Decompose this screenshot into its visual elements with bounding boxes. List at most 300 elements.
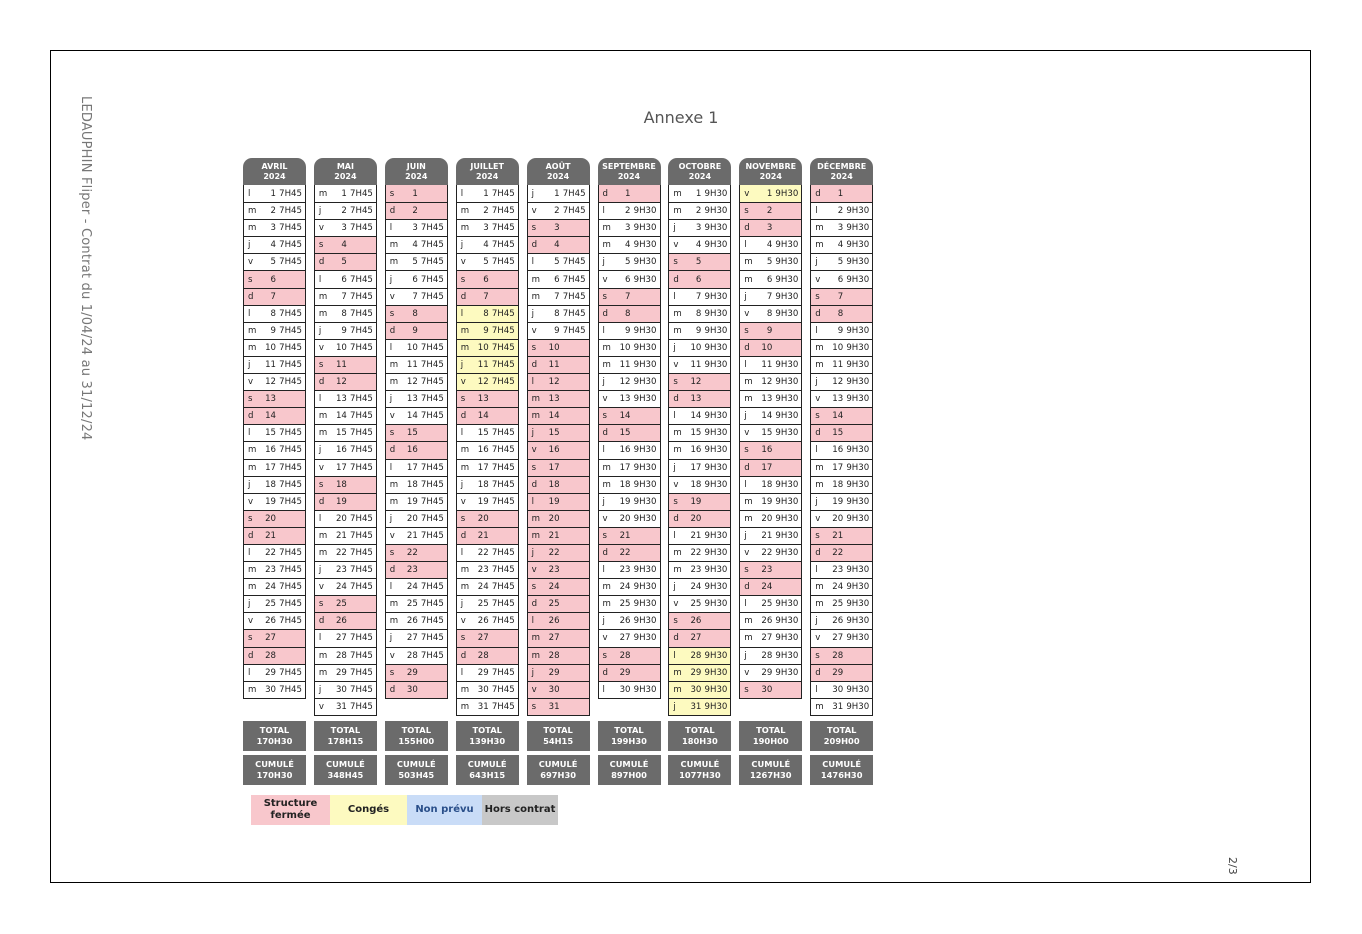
day-number: 31 (548, 701, 560, 712)
day-row (457, 441, 518, 458)
day-number: 6 (625, 274, 631, 285)
day-number: 3 (695, 223, 702, 234)
day-number: 17 (761, 462, 773, 473)
day-hours: 9H30 (846, 633, 870, 644)
month-total (739, 721, 802, 751)
weekday: j (531, 188, 534, 199)
day-number: 14 (832, 411, 844, 422)
day-row (669, 270, 730, 287)
weekday: m (673, 206, 682, 217)
weekday: d (389, 565, 396, 576)
weekday: s (248, 633, 253, 644)
day-number: 5 (554, 257, 560, 268)
month-cumul (456, 755, 519, 785)
day-row (244, 647, 305, 664)
day-hours: 7H45 (279, 308, 302, 319)
day-number: 14 (690, 411, 702, 422)
day-number: 4 (554, 240, 560, 251)
day-hours: 7H45 (279, 445, 302, 456)
weekday: m (460, 325, 470, 336)
weekday: m (248, 223, 257, 234)
day-row (811, 561, 872, 578)
weekday: m (318, 428, 328, 439)
day-number: 18 (832, 479, 844, 490)
weekday: d (460, 291, 467, 302)
day-number: 8 (625, 308, 631, 319)
month-header (810, 158, 873, 185)
weekday: l (531, 496, 534, 507)
day-number: 3 (837, 223, 844, 234)
total-label: TOTAL (614, 725, 644, 735)
day-hours: 7H45 (491, 548, 515, 559)
weekday: v (673, 479, 679, 490)
day-hours: 7H45 (420, 599, 444, 610)
day-number: 12 (477, 377, 489, 388)
day-row (315, 476, 376, 493)
day-row (244, 424, 305, 441)
weekday: s (531, 701, 537, 712)
day-hours: 7H45 (279, 325, 302, 336)
weekday: d (815, 667, 821, 678)
total-value: 190H00 (752, 736, 789, 746)
weekday: v (531, 325, 537, 336)
weekday: s (815, 411, 820, 422)
day-row (740, 288, 801, 305)
day-row (811, 681, 872, 698)
day-hours: 7H45 (279, 188, 302, 199)
day-row (315, 681, 376, 698)
day-row (811, 407, 872, 424)
day-number: 12 (832, 377, 844, 388)
day-row (528, 424, 589, 441)
day-hours: 7H45 (279, 377, 302, 388)
weekday: v (744, 428, 750, 439)
day-number: 5 (766, 257, 773, 268)
day-row (740, 612, 801, 629)
weekday: d (248, 411, 254, 422)
day-hours: 9H30 (846, 479, 870, 490)
day-hours: 7H45 (279, 359, 302, 370)
day-row (740, 202, 801, 219)
weekday: v (389, 650, 395, 661)
day-hours: 9H30 (846, 513, 870, 524)
day-number: 1 (766, 188, 773, 199)
weekday: m (815, 701, 824, 712)
day-number: 3 (341, 223, 347, 234)
day-row (244, 339, 305, 356)
day-number: 18 (406, 479, 418, 490)
weekday: j (318, 325, 322, 336)
day-number: 16 (548, 445, 560, 456)
day-number: 14 (335, 411, 347, 422)
weekday: m (318, 291, 328, 302)
month-name: SEPTEMBRE (602, 162, 656, 171)
day-row (740, 493, 801, 510)
day-number: 14 (477, 411, 489, 422)
day-row (457, 288, 518, 305)
day-hours: 7H45 (420, 291, 444, 302)
day-row (599, 441, 660, 458)
total-value: 178H15 (327, 736, 364, 746)
day-row (315, 459, 376, 476)
day-hours: 7H45 (491, 188, 515, 199)
weekday: d (318, 377, 325, 388)
day-hours: 7H45 (279, 257, 302, 268)
day-hours: 7H45 (279, 206, 302, 217)
day-hours: 9H30 (633, 206, 657, 217)
day-row (740, 629, 801, 646)
day-hours: 9H30 (775, 667, 799, 678)
day-number: 7 (766, 291, 773, 302)
weekday: l (248, 188, 251, 199)
day-number: 17 (548, 462, 560, 473)
total-label: TOTAL (401, 725, 432, 735)
weekday: j (602, 616, 605, 627)
day-number: 2 (270, 206, 276, 217)
day-number: 30 (335, 684, 347, 695)
day-number: 31 (335, 701, 347, 712)
weekday: j (389, 513, 393, 524)
weekday: m (248, 462, 257, 473)
day-number: 29 (832, 667, 844, 678)
day-row (669, 698, 730, 715)
day-row (244, 270, 305, 287)
day-row (811, 339, 872, 356)
weekday: m (531, 650, 540, 661)
weekday: m (815, 223, 824, 234)
day-row (811, 236, 872, 253)
weekday: d (389, 206, 396, 217)
day-hours: 9H30 (775, 291, 799, 302)
day-hours: 7H45 (350, 291, 373, 302)
day-row (528, 407, 589, 424)
weekday: m (318, 308, 328, 319)
day-number: 16 (619, 445, 631, 456)
day-number: 17 (477, 462, 489, 473)
day-number: 22 (335, 548, 347, 559)
day-number: 4 (412, 240, 418, 251)
day-row (315, 424, 376, 441)
day-number: 10 (335, 342, 347, 353)
day-hours: 7H45 (279, 240, 302, 251)
day-number: 1 (695, 188, 702, 199)
annex-title: Annexe 1 (643, 108, 719, 127)
weekday: s (744, 325, 749, 336)
weekday: d (460, 411, 467, 422)
cumul-label: CUMULÉ (822, 759, 862, 769)
day-number: 10 (406, 342, 418, 353)
day-row (315, 493, 376, 510)
weekday: v (744, 308, 750, 319)
weekday: m (318, 188, 328, 199)
weekday: j (460, 599, 464, 610)
day-row (599, 493, 660, 510)
weekday: l (389, 342, 393, 353)
day-hours: 9H30 (704, 650, 728, 661)
day-hours: 9H30 (775, 428, 799, 439)
weekday: v (673, 359, 679, 370)
day-hours: 9H30 (633, 240, 657, 251)
day-number: 11 (548, 359, 560, 370)
month-header (385, 158, 448, 185)
day-hours: 9H30 (846, 616, 870, 627)
day-row (244, 322, 305, 339)
day-list (385, 185, 448, 699)
weekday: v (460, 377, 466, 388)
day-hours: 9H30 (704, 565, 728, 576)
day-hours: 9H30 (846, 342, 870, 353)
cumul-label: CUMULÉ (680, 759, 720, 769)
day-row (315, 322, 376, 339)
legend-item: Congés (330, 795, 407, 825)
day-row (244, 407, 305, 424)
day-row (315, 441, 376, 458)
weekday: d (673, 274, 679, 285)
weekday: m (815, 582, 824, 593)
weekday: l (389, 462, 393, 473)
weekday: j (815, 257, 818, 268)
day-row (599, 629, 660, 646)
day-number: 16 (832, 445, 844, 456)
day-hours: 7H45 (420, 462, 444, 473)
day-number: 15 (690, 428, 702, 439)
day-row (457, 373, 518, 390)
day-number: 25 (690, 599, 702, 610)
day-number: 20 (406, 513, 418, 524)
day-number: 13 (477, 394, 489, 405)
month-cumul (668, 755, 731, 785)
day-number: 11 (265, 359, 276, 370)
day-row (244, 390, 305, 407)
day-number: 24 (406, 582, 418, 593)
day-hours: 9H30 (846, 377, 870, 388)
day-number: 16 (761, 445, 773, 456)
day-row (315, 339, 376, 356)
day-row (386, 459, 447, 476)
day-number: 1 (412, 188, 418, 199)
day-row (669, 390, 730, 407)
day-number: 6 (554, 274, 560, 285)
day-row (669, 459, 730, 476)
day-number: 30 (548, 684, 560, 695)
day-row (811, 288, 872, 305)
day-number: 23 (832, 565, 844, 576)
day-number: 10 (477, 342, 489, 353)
total-value: 170H30 (256, 736, 293, 746)
day-row (528, 339, 589, 356)
day-row (386, 527, 447, 544)
day-hours: 7H45 (420, 513, 444, 524)
weekday: v (248, 616, 254, 627)
month-total (668, 721, 731, 751)
month-cumul (598, 755, 661, 785)
total-label: TOTAL (543, 725, 573, 735)
day-number: 9 (766, 325, 773, 336)
day-hours: 9H30 (633, 599, 657, 610)
day-row (528, 219, 589, 236)
day-hours: 9H30 (846, 223, 870, 234)
day-hours: 7H45 (279, 342, 302, 353)
day-number: 13 (335, 394, 347, 405)
day-row (386, 424, 447, 441)
day-number: 14 (406, 411, 418, 422)
weekday: m (744, 377, 753, 388)
day-number: 23 (690, 565, 702, 576)
day-number: 22 (548, 548, 560, 559)
cumul-value: 170H30 (256, 770, 293, 780)
day-row (811, 202, 872, 219)
day-number: 18 (548, 479, 560, 490)
day-number: 30 (690, 684, 702, 695)
month-header (668, 158, 731, 185)
day-number: 26 (406, 616, 418, 627)
day-row (599, 681, 660, 698)
day-row (244, 629, 305, 646)
weekday: s (744, 565, 749, 576)
day-row (740, 407, 801, 424)
day-number: 4 (483, 240, 489, 251)
day-row (740, 681, 801, 698)
weekday: j (673, 223, 676, 234)
day-hours: 7H45 (350, 462, 373, 473)
day-row (457, 356, 518, 373)
day-row (669, 510, 730, 527)
day-row (386, 288, 447, 305)
day-row (315, 544, 376, 561)
day-number: 9 (483, 325, 489, 336)
day-row (315, 288, 376, 305)
day-row (315, 356, 376, 373)
weekday: j (248, 240, 251, 251)
weekday: v (531, 445, 537, 456)
day-row (386, 664, 447, 681)
day-row (811, 270, 872, 287)
day-row (457, 698, 518, 715)
day-number: 5 (483, 257, 489, 268)
weekday: l (460, 548, 464, 559)
day-number: 2 (766, 206, 773, 217)
weekday: s (531, 462, 537, 473)
day-row (811, 647, 872, 664)
day-list (527, 185, 590, 716)
day-number: 27 (761, 633, 773, 644)
day-hours: 7H45 (491, 684, 515, 695)
day-row (669, 373, 730, 390)
weekday: s (389, 548, 395, 559)
day-row (740, 595, 801, 612)
weekday: d (744, 462, 750, 473)
day-hours: 7H45 (420, 377, 444, 388)
day-hours: 7H45 (279, 428, 302, 439)
total-value: 54H15 (543, 736, 574, 746)
day-row (740, 219, 801, 236)
day-number: 22 (477, 548, 489, 559)
weekday: j (460, 240, 464, 251)
weekday: v (318, 342, 324, 353)
weekday: m (673, 565, 682, 576)
day-number: 29 (477, 667, 489, 678)
day-hours: 7H45 (420, 274, 444, 285)
day-number: 31 (832, 701, 844, 712)
weekday: l (248, 308, 251, 319)
day-hours: 7H45 (350, 513, 373, 524)
day-hours: 9H30 (775, 616, 799, 627)
day-number: 22 (406, 548, 418, 559)
weekday: v (815, 633, 821, 644)
month-cumul (243, 755, 306, 785)
day-hours: 7H45 (350, 565, 373, 576)
day-row (599, 595, 660, 612)
day-hours: 9H30 (775, 274, 799, 285)
day-number: 6 (695, 274, 702, 285)
day-hours: 7H45 (491, 206, 515, 217)
day-row (740, 322, 801, 339)
day-row (244, 288, 305, 305)
weekday: l (673, 650, 676, 661)
day-row (811, 612, 872, 629)
day-number: 26 (761, 616, 773, 627)
month-column (456, 158, 519, 716)
weekday: l (460, 428, 464, 439)
day-number: 24 (335, 582, 347, 593)
day-number: 23 (761, 565, 773, 576)
day-number: 7 (837, 291, 844, 302)
day-hours: 9H30 (704, 342, 728, 353)
month-year: 2024 (759, 172, 782, 181)
day-hours: 9H30 (846, 701, 870, 712)
weekday: m (389, 599, 399, 610)
day-number: 7 (341, 291, 347, 302)
weekday: m (673, 684, 682, 695)
day-row (669, 441, 730, 458)
weekday: s (318, 599, 324, 610)
day-row (669, 424, 730, 441)
day-row (457, 202, 518, 219)
weekday: v (248, 496, 254, 507)
day-row (599, 270, 660, 287)
day-hours: 9H30 (633, 496, 657, 507)
month-name: NOVEMBRE (745, 162, 797, 171)
day-number: 10 (265, 342, 276, 353)
day-number: 17 (406, 462, 418, 473)
day-row (811, 544, 872, 561)
weekday: m (602, 462, 611, 473)
day-number: 26 (265, 616, 276, 627)
month-name: AVRIL (261, 162, 288, 171)
day-hours: 7H45 (350, 274, 373, 285)
day-row (457, 493, 518, 510)
day-number: 6 (766, 274, 773, 285)
weekday: v (248, 257, 254, 268)
day-number: 19 (406, 496, 418, 507)
day-hours: 9H30 (846, 394, 870, 405)
day-row (244, 202, 305, 219)
day-hours: 9H30 (704, 411, 728, 422)
weekday: m (248, 445, 257, 456)
day-row (528, 373, 589, 390)
day-number: 6 (837, 274, 844, 285)
weekday: l (318, 513, 322, 524)
day-number: 11 (832, 359, 844, 370)
day-number: 19 (761, 496, 773, 507)
weekday: m (389, 496, 399, 507)
day-hours: 9H30 (633, 274, 657, 285)
day-row (457, 561, 518, 578)
day-number: 28 (477, 650, 489, 661)
day-row (528, 493, 589, 510)
day-row (811, 441, 872, 458)
day-hours: 7H45 (420, 633, 444, 644)
